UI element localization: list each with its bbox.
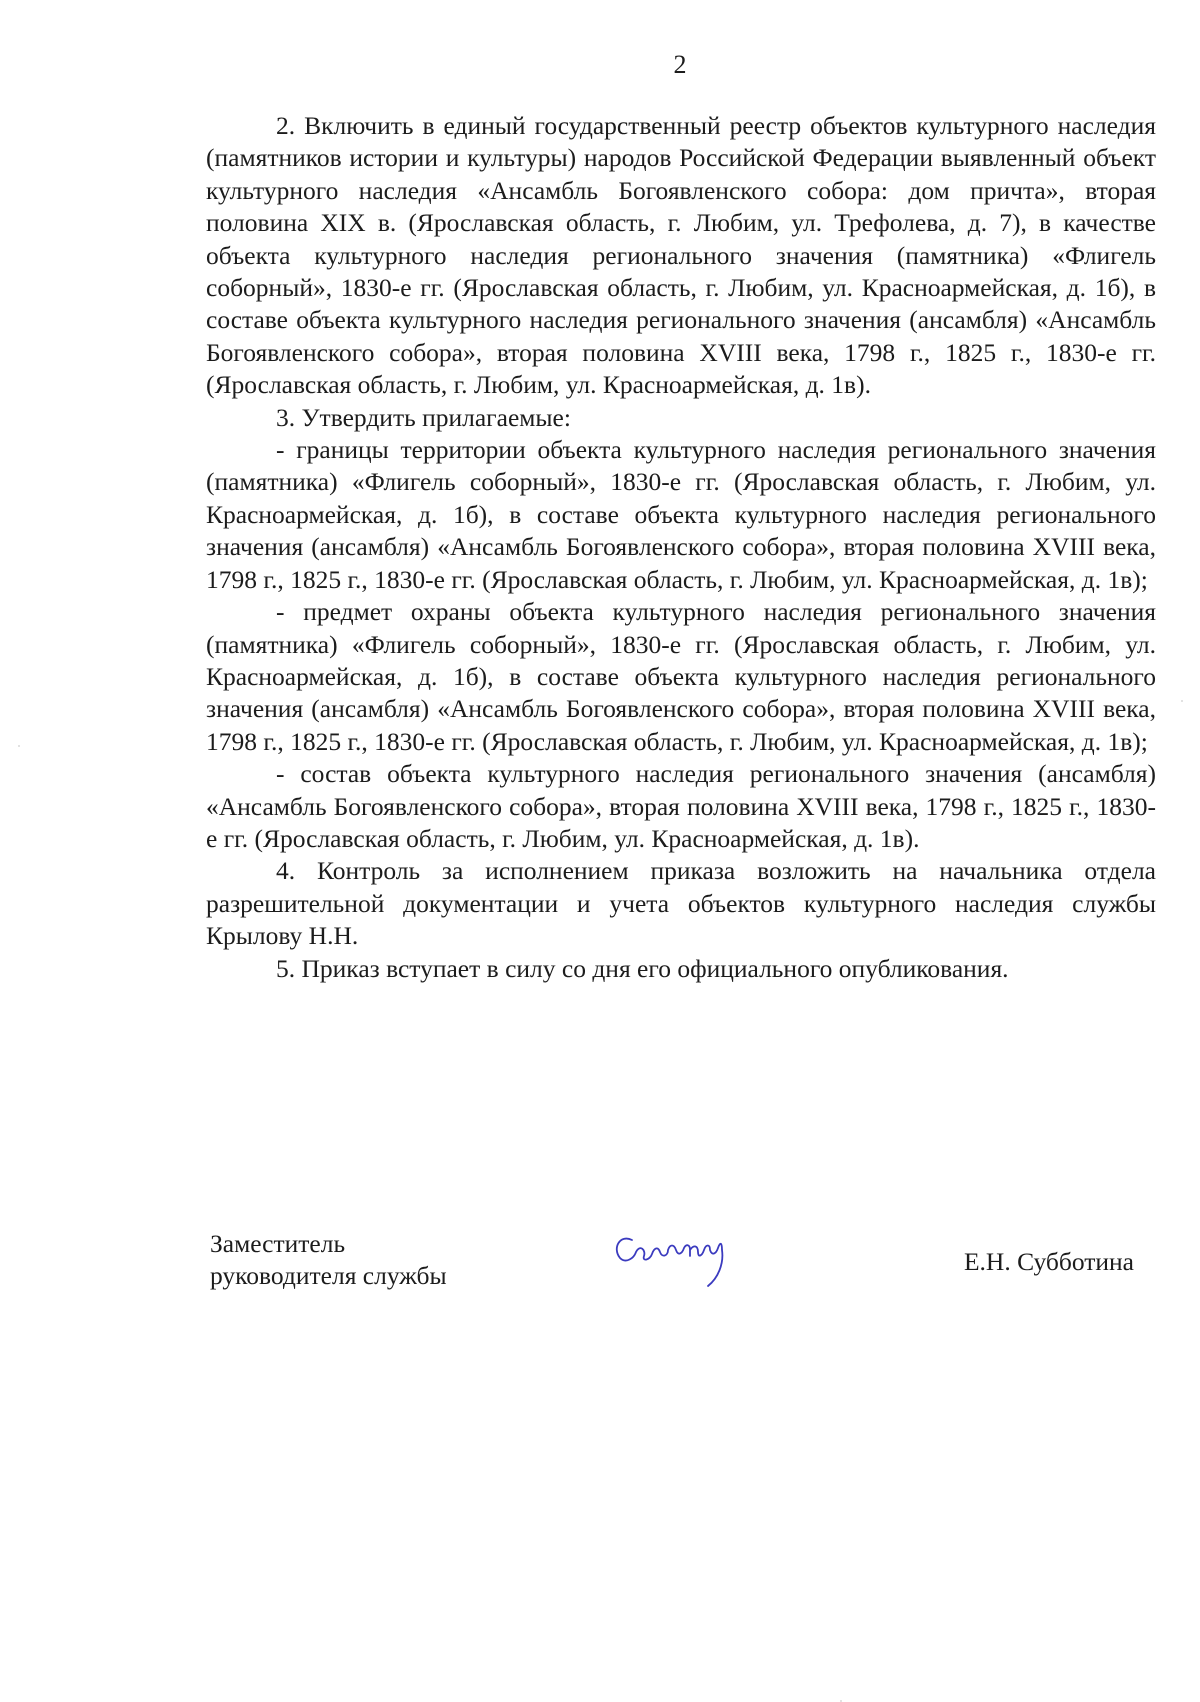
handwritten-signature bbox=[610, 1220, 750, 1300]
document-body bbox=[206, 110, 1156, 985]
signatory-name: Е.Н. Субботина bbox=[963, 1247, 1134, 1276]
paragraph-item-3: 3. Утвердить прилагаемые: bbox=[276, 402, 571, 432]
signature-block bbox=[210, 1228, 1150, 1328]
signatory-title bbox=[210, 1228, 447, 1292]
signatory-title-line1: Заместитель bbox=[210, 1229, 346, 1258]
paragraph-ensemble-composition: - состав объекта культурного наследия регионального значения (ансамбля) «Ансамбль Богоявленского собора», вторая половина XVIII века, 1798 г., 1825 г., 1830-е гг. (Ярославская область, г. Любим, ул. Красноармейская, д. 1в). bbox=[206, 759, 1156, 853]
page-number: 2 bbox=[673, 50, 687, 79]
scan-speck bbox=[18, 745, 20, 747]
scan-speck bbox=[1181, 700, 1183, 702]
paragraph-boundaries: - границы территории объекта культурного наследия регионального значения (памятника) «Флигель соборный», 1830-е гг. (Ярославская область, г. Любим, ул. Красноармейская, д. 1б), в составе объекта культурного наследия регионального значения (ансамбля) «Ансамбль Богоявленского собора», вторая половина XVIII века, 1798 г., 1825 г., 1830-е гг. (Ярославская область, г. Любим, ул. Красноармейская, д. 1в); bbox=[206, 435, 1156, 594]
paragraph-protection-subject: - предмет охраны объекта культурного наследия регионального значения (памятника) «Флигель соборный», 1830-е гг. (Ярославская область, г. Любим, ул. Красноармейская, д. 1б), в составе объекта культурного наследия регионального значения (ансамбля) «Ансамбль Богоявленского собора», вторая половина XVIII века, 1798 г., 1825 г., 1830-е гг. (Ярославская область, г. Любим, ул. Красноармейская, д. 1в); bbox=[206, 597, 1156, 756]
paragraph-item-2: 2. Включить в единый государственный реестр объектов культурного наследия (памятников истории и культуры) народов Российской Федерации выявленный объект культурного наследия «Ансамбль Богоявленского собора: дом причта», вторая половина XIX в. (Ярославская область, г. Любим, ул. Трефолева, д. 7), в качестве объекта культурного наследия регионального значения (памятника) «Флигель соборный», 1830-е гг. (Ярославская область, г. Любим, ул. Красноармейская, д. 1б), в составе объекта культурного наследия регионального значения (ансамбля) «Ансамбль Богоявленского собора», вторая половина XVIII века, 1798 г., 1825 г., 1830-е гг. (Ярославская область, г. Любим, ул. Красноармейская, д. 1в). bbox=[206, 111, 1156, 400]
signatory-title-line2: руководителя службы bbox=[210, 1261, 447, 1290]
paragraph-item-5: 5. Приказ вступает в силу со дня его официального опубликования. bbox=[276, 953, 1009, 983]
paragraph-item-4: 4. Контроль за исполнением приказа возложить на начальника отдела разрешительной документации и учета объектов культурного наследия службы Крылову Н.Н. bbox=[206, 856, 1156, 951]
